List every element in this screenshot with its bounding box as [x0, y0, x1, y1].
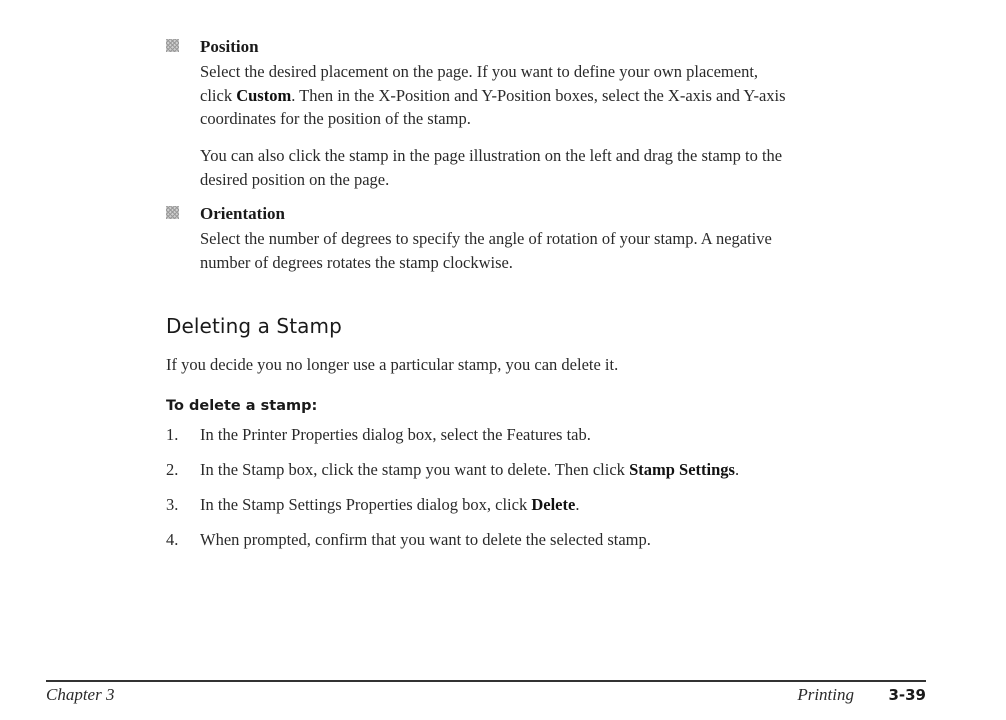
stamp-settings-bold-label: Stamp Settings [629, 460, 735, 479]
bullet-square-icon [166, 206, 179, 219]
bullet-square-icon [166, 39, 179, 52]
section-intro: If you decide you no longer use a particular stamp, you can delete it. [166, 355, 619, 374]
text-run: click [200, 85, 237, 105]
step-text: . [575, 495, 580, 514]
text-line: You can also click the stamp in the page illustration on the left and drag the stamp to the [200, 146, 783, 165]
step-number: 1. [166, 425, 179, 444]
position-paragraph-2 [200, 144, 926, 191]
footer-page-number: 3-39 [888, 686, 926, 704]
position-paragraph-1 [200, 60, 926, 131]
step-text: In the Printer Properties dialog box, select the Features tab. [200, 425, 591, 444]
text-line: Select the number of degrees to specify the angle of rotation of your stamp. A negative [200, 229, 772, 248]
text-line: number of degrees rotates the stamp clockwise. [200, 252, 513, 272]
custom-bold-label: Custom [236, 85, 292, 105]
text-line [200, 84, 926, 108]
step-text: In the Stamp Settings Properties dialog box, click [200, 495, 532, 514]
text-line: desired position on the page. [200, 169, 390, 189]
step-text: . [734, 460, 740, 479]
step-number: 2. [166, 460, 179, 479]
procedure-heading: To delete a stamp: [166, 398, 318, 414]
procedure-step [166, 530, 651, 550]
orientation-title: Orientation [200, 204, 285, 223]
step-number: 4. [166, 530, 179, 549]
text-line: coordinates for the position of the stamp. [200, 109, 471, 128]
step-text: In the Stamp box, click the stamp you want to delete. Then click [200, 460, 630, 479]
footer-section-label: Printing [797, 685, 854, 704]
procedure-step [166, 425, 591, 445]
step-text: When prompted, confirm that you want to delete the selected stamp. [200, 530, 651, 549]
step-number: 3. [166, 495, 179, 514]
delete-bold-label: Delete [531, 495, 576, 514]
position-title: Position [200, 37, 259, 56]
text-line: Select the desired placement on the page. If you want to define your own placement, [200, 62, 759, 81]
text-run: . Then in the X-Position and Y-Position boxes, select the X-axis and Y-axis [291, 85, 786, 105]
footer-chapter: Chapter 3 [46, 685, 115, 704]
procedure-step [166, 460, 739, 480]
procedure-step [166, 495, 579, 515]
orientation-paragraph [200, 227, 926, 274]
footer-divider [46, 680, 926, 682]
section-heading: Deleting a Stamp [166, 314, 342, 338]
